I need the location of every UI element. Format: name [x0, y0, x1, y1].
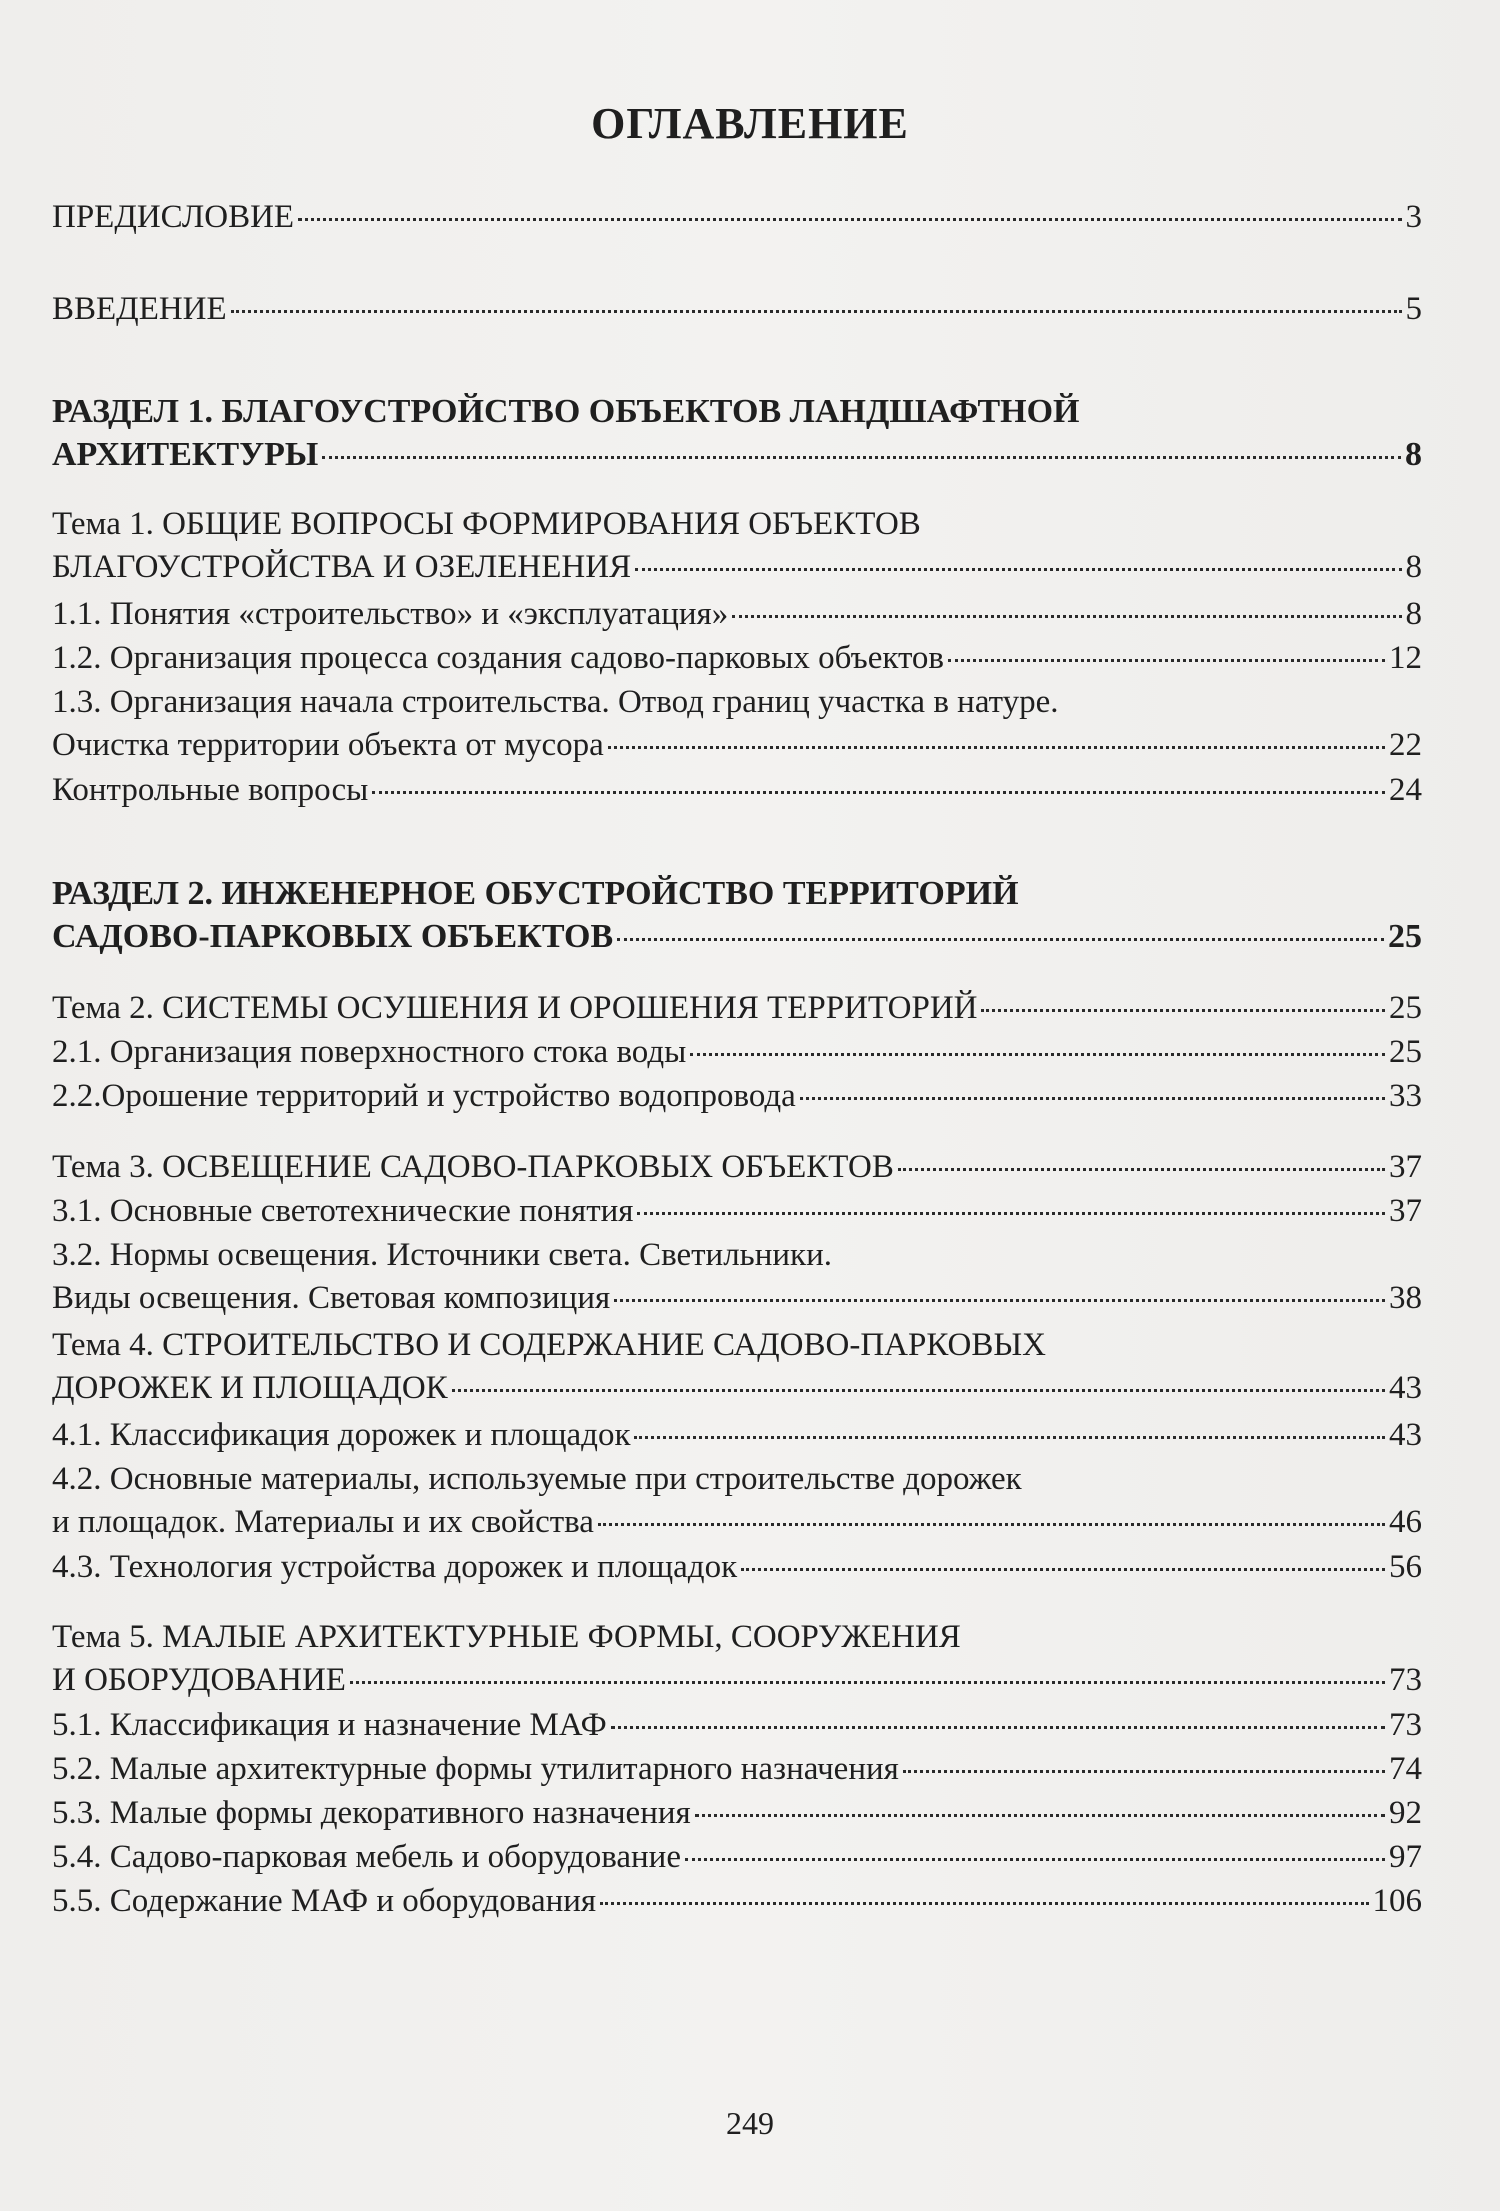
toc-entry: [52, 1616, 1422, 1702]
toc-entry: [52, 1546, 1422, 1589]
toc-entry-title: 4.2. Основные материалы, используемые при строительстве дорожек: [52, 1461, 1022, 1497]
toc-entry-page: 37: [1389, 1193, 1422, 1229]
toc-entry-page: 25: [1388, 918, 1422, 955]
toc-entry-page: 37: [1389, 1149, 1422, 1185]
toc-entry-title: 3.1. Основные светотехнические понятия: [52, 1193, 634, 1229]
toc-entry-title: РАЗДЕЛ 2. ИНЖЕНЕРНОЕ ОБУСТРОЙСТВО ТЕРРИТОРИЙ: [52, 875, 1019, 912]
toc-entry-title: Тема 4. СТРОИТЕЛЬСТВО И СОДЕРЖАНИЕ САДОВО-ПАРКОВЫХ: [52, 1327, 1046, 1363]
toc-entry-title: 2.1. Организация поверхностного стока воды: [52, 1034, 687, 1070]
dot-leader: [322, 455, 1401, 459]
toc-entry-title: 5.4. Садово-парковая мебель и оборудование: [52, 1839, 681, 1875]
toc-entry-page: 73: [1389, 1707, 1422, 1743]
toc-entry-title: 5.2. Малые архитектурные формы утилитарного назначения: [52, 1751, 899, 1787]
toc-entry: [52, 1075, 1422, 1118]
dot-leader: [637, 1211, 1385, 1215]
toc-entry: [52, 1836, 1422, 1879]
toc-entry: [52, 1146, 1422, 1189]
toc-entry-title: ПРЕДИСЛОВИЕ: [52, 199, 295, 235]
toc-entry-page: 73: [1389, 1662, 1422, 1698]
toc-entry-title: САДОВО-ПАРКОВЫХ ОБЪЕКТОВ: [52, 918, 614, 955]
toc-entry-page: 92: [1389, 1795, 1422, 1831]
toc-entry-title: 1.1. Понятия «строительство» и «эксплуатация»: [52, 596, 729, 632]
toc-entry-page: 8: [1405, 596, 1422, 632]
dot-leader: [600, 1901, 1368, 1905]
toc-entry-title: 5.3. Малые формы декоративного назначения: [52, 1795, 691, 1831]
dot-leader: [903, 1769, 1385, 1773]
toc-entry: [52, 769, 1422, 812]
toc-entry-title: И ОБОРУДОВАНИЕ: [52, 1662, 346, 1698]
dot-leader: [350, 1680, 1385, 1684]
toc-entry: [52, 1031, 1422, 1074]
dot-leader: [635, 567, 1401, 571]
dot-leader: [611, 1725, 1385, 1729]
dot-leader: [231, 309, 1402, 313]
toc-entry: [52, 1414, 1422, 1457]
toc-entry-title: АРХИТЕКТУРЫ: [52, 436, 319, 473]
toc-entry-page: 97: [1389, 1839, 1422, 1875]
dot-leader: [741, 1567, 1385, 1571]
toc-entry: [52, 196, 1422, 239]
toc-entry: [52, 987, 1422, 1030]
toc-entry-title: Очистка территории объекта от мусора: [52, 727, 604, 763]
toc-entry-title: 1.3. Организация начала строительства. Отвод границ участка в натуре.: [52, 684, 1059, 720]
toc-entry-page: 106: [1372, 1883, 1422, 1919]
toc-entry-page: 43: [1389, 1417, 1422, 1453]
dot-leader: [452, 1388, 1385, 1392]
toc-entry-title: ВВЕДЕНИЕ: [52, 291, 227, 327]
toc-entry-title: 4.3. Технология устройства дорожек и площадок: [52, 1549, 738, 1585]
toc-entry-title: 3.2. Нормы освещения. Источники света. Светильники.: [52, 1237, 832, 1273]
toc-entry: [52, 503, 1422, 589]
toc-entry-title: 1.2. Организация процесса создания садово-парковых объектов: [52, 640, 945, 676]
dot-leader: [298, 217, 1401, 221]
toc-entry: [52, 872, 1422, 958]
dot-leader: [617, 937, 1384, 941]
toc-entry-page: 22: [1389, 727, 1422, 763]
toc-entry-page: 74: [1389, 1751, 1422, 1787]
toc-entry-page: 25: [1389, 990, 1422, 1026]
toc-entry-title: Тема 1. ОБЩИЕ ВОПРОСЫ ФОРМИРОВАНИЯ ОБЪЕКТОВ: [52, 506, 921, 542]
toc-entry-page: 25: [1389, 1034, 1422, 1070]
toc-entry-page: 12: [1389, 640, 1422, 676]
toc-entry-page: 38: [1389, 1280, 1422, 1316]
toc-entry-title: 2.2.Орошение территорий и устройство водопровода: [52, 1078, 796, 1114]
toc-entry: [52, 390, 1422, 476]
toc-entry-title: 5.5. Содержание МАФ и оборудования: [52, 1883, 597, 1919]
dot-leader: [598, 1522, 1385, 1526]
dot-leader: [800, 1096, 1385, 1100]
toc-entry-title: Контрольные вопросы: [52, 772, 369, 808]
toc-entry-title: Тема 3. ОСВЕЩЕНИЕ САДОВО-ПАРКОВЫХ ОБЪЕКТОВ: [52, 1149, 894, 1185]
toc-entry-title: Тема 5. МАЛЫЕ АРХИТЕКТУРНЫЕ ФОРМЫ, СООРУЖЕНИЯ: [52, 1619, 961, 1655]
toc-entry-title: 4.1. Классификация дорожек и площадок: [52, 1417, 631, 1453]
dot-leader: [732, 614, 1401, 618]
toc-entry: [52, 1190, 1422, 1233]
toc-entry-title: и площадок. Материалы и их свойства: [52, 1504, 594, 1540]
toc-entry: [52, 288, 1422, 331]
toc-entry: [52, 1324, 1422, 1410]
toc-entry-page: 43: [1389, 1370, 1422, 1406]
dot-leader: [690, 1052, 1385, 1056]
toc-entry-page: 8: [1405, 549, 1422, 585]
toc-entry-page: 3: [1405, 199, 1422, 235]
dot-leader: [981, 1008, 1385, 1012]
toc-entry: [52, 1748, 1422, 1791]
toc-entry: [52, 1234, 1422, 1320]
toc-entry-title: БЛАГОУСТРОЙСТВА И ОЗЕЛЕНЕНИЯ: [52, 549, 632, 585]
toc-entry-page: 33: [1389, 1078, 1422, 1114]
toc-heading: ОГЛАВЛЕНИЕ: [591, 99, 909, 148]
toc-entry-page: 24: [1389, 772, 1422, 808]
toc-entry-title: Тема 2. СИСТЕМЫ ОСУШЕНИЯ И ОРОШЕНИЯ ТЕРРИТОРИЙ: [52, 990, 978, 1026]
dot-leader: [685, 1857, 1385, 1861]
toc-entry-title: ДОРОЖЕК И ПЛОЩАДОК: [52, 1370, 448, 1406]
toc-entry: [52, 637, 1422, 680]
toc-entry: [52, 681, 1422, 767]
toc-entry-page: 56: [1389, 1549, 1422, 1585]
dot-leader: [634, 1435, 1385, 1439]
page-number: 249: [726, 2105, 774, 2141]
dot-leader: [898, 1167, 1385, 1171]
toc-entry: [52, 1458, 1422, 1544]
toc-entry: [52, 1880, 1422, 1923]
toc-entry-page: 5: [1405, 291, 1422, 327]
toc-entry-page: 46: [1389, 1504, 1422, 1540]
toc-entry-page: 8: [1405, 436, 1422, 473]
toc-entry-title: Виды освещения. Световая композиция: [52, 1280, 611, 1316]
dot-leader: [948, 658, 1385, 662]
dot-leader: [695, 1813, 1385, 1817]
dot-leader: [608, 745, 1385, 749]
toc-entry: [52, 1704, 1422, 1747]
toc-entry-title: РАЗДЕЛ 1. БЛАГОУСТРОЙСТВО ОБЪЕКТОВ ЛАНДШАФТНОЙ: [52, 393, 1080, 430]
dot-leader: [614, 1298, 1385, 1302]
toc-entry: [52, 1792, 1422, 1835]
toc-entry-title: 5.1. Классификация и назначение МАФ: [52, 1707, 607, 1743]
toc-entry: [52, 593, 1422, 636]
dot-leader: [372, 790, 1385, 794]
